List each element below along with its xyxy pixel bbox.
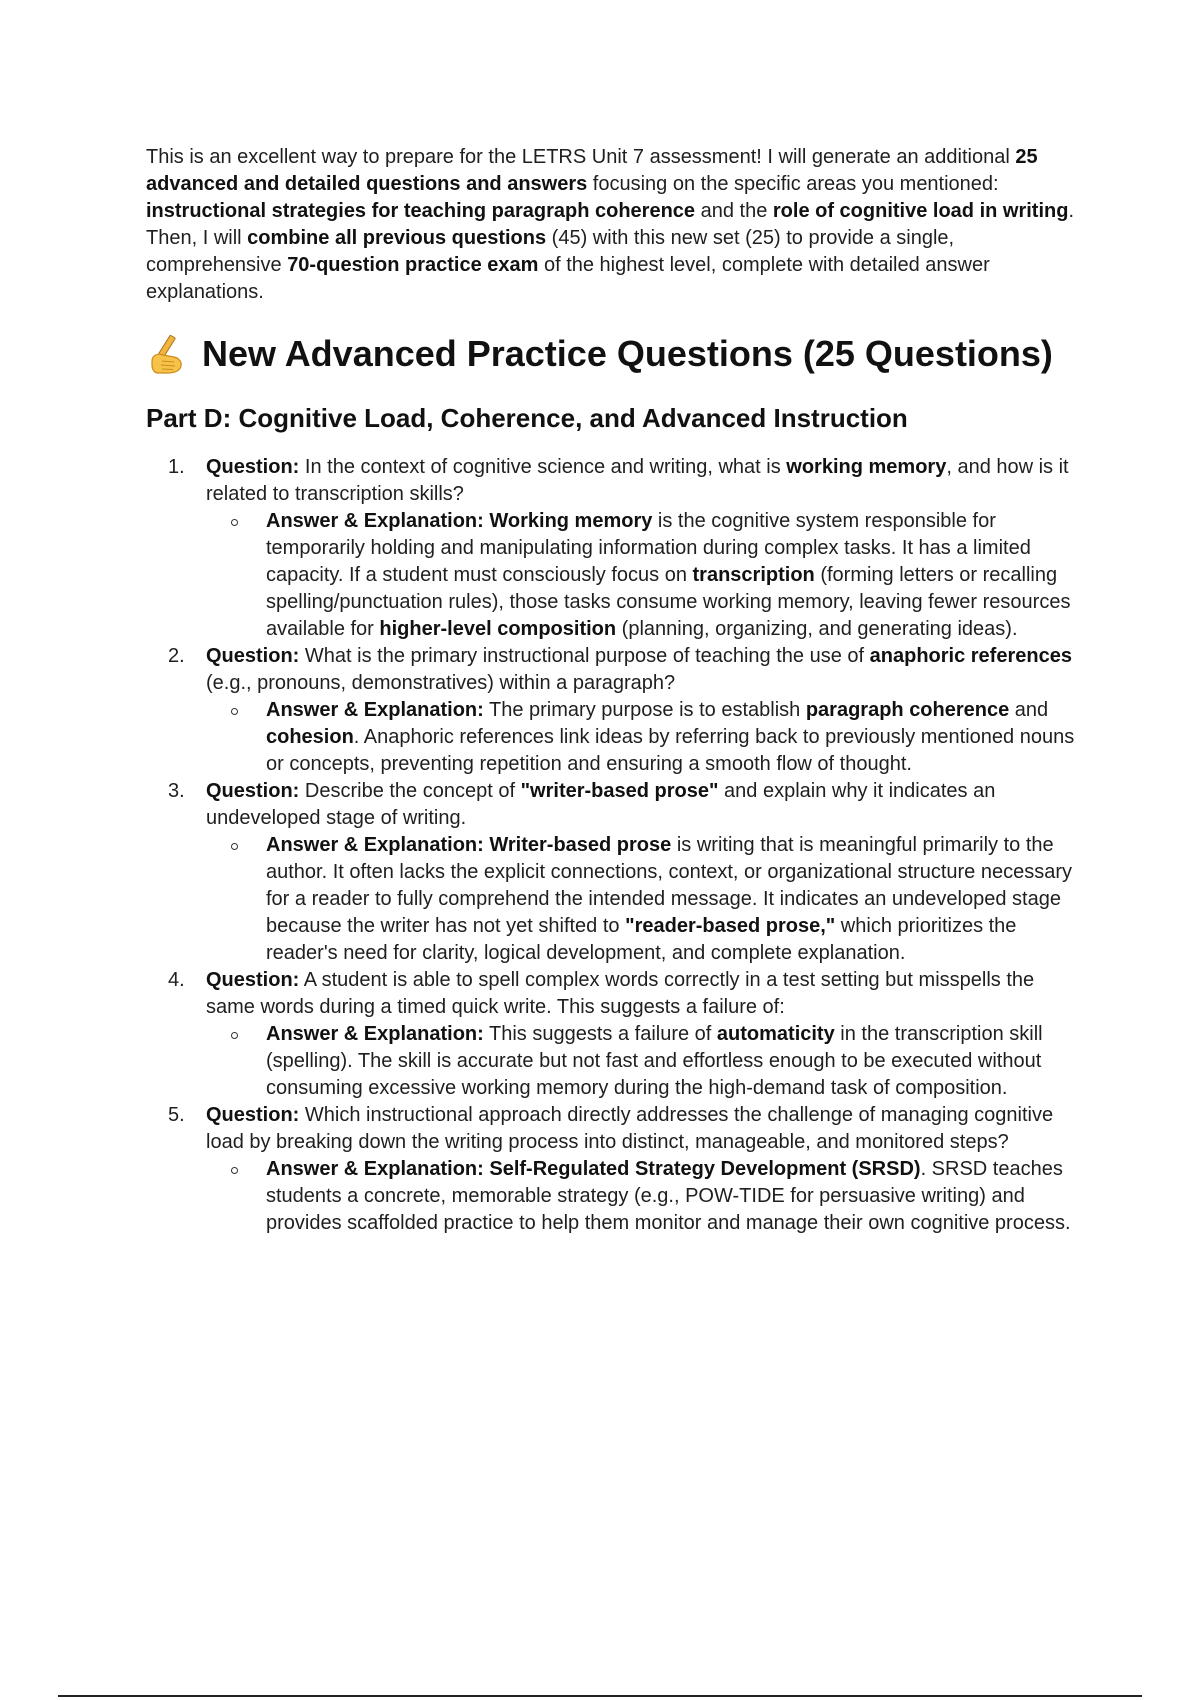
bold-text: Question:: [206, 969, 300, 991]
bold-text: Question:: [206, 456, 300, 478]
answer-list: [206, 697, 1086, 778]
question-number: 3.: [168, 780, 185, 802]
bold-text: paragraph coherence: [805, 699, 1010, 721]
text-run: This suggests a failure of: [483, 1023, 717, 1045]
hollow-bullet-icon: [231, 519, 238, 526]
bold-text: Answer & Explanation:: [266, 699, 484, 721]
intro-section: [146, 144, 1086, 306]
text-run: What is the primary instructional purpose of teaching the use of: [299, 645, 870, 667]
part-title: Part D: Cognitive Load, Coherence, and Advanced Instruction: [146, 403, 908, 433]
text-run: A student is able to spell complex words correctly in a test setting but misspells the same words during a timed quick write. This suggests a failure of:: [206, 969, 1035, 1018]
question-number: 1.: [168, 456, 185, 478]
text-run: . SRSD teaches students a concrete, memorable strategy (e.g., POW-TIDE for persuasive writing) and provides scaffolded practice to help them monitor and manage their own cognitive process.: [266, 1158, 1071, 1234]
answer-item: [206, 1156, 1086, 1237]
question-number: 4.: [168, 969, 185, 991]
answer-text: [266, 1156, 1086, 1237]
text-run: in the transcription skill (spelling). The skill is accurate but not fast and effortless enough to be executed without consuming excessive working memory during the high-demand task of composition.: [266, 1023, 1043, 1099]
bold-text: Question:: [206, 1104, 300, 1126]
hollow-bullet-icon: [231, 843, 238, 850]
section-heading: [146, 332, 1086, 376]
answer-list: [206, 508, 1086, 643]
question-item: [146, 454, 1086, 643]
text-run: .: [1068, 200, 1075, 222]
text-run: (forming letters or recalling spelling/punctuation rules), those tasks consume working memory, leaving fewer resources available for: [266, 564, 1071, 640]
bold-text: anaphoric references: [869, 645, 1072, 667]
text-run: In the context of cognitive science and writing, what is: [299, 456, 787, 478]
bold-text: instructional strategies for teaching paragraph coherence: [146, 200, 696, 222]
text-run: is writing that is meaningful primarily to the author. It often lacks the explicit connections, context, or organizational structure necessary for a reader to fully comprehend the intended message. It indicates an undeveloped stage because the writer has not yet shifted to: [266, 834, 1072, 937]
answer-item: [206, 1021, 1086, 1102]
bold-text: Answer & Explanation: Self-Regulated Strategy Development (SRSD): [266, 1158, 921, 1180]
bold-text: role of cognitive load in writing: [772, 200, 1069, 222]
intro-paragraph-1: [146, 144, 1086, 225]
text-run: The primary purpose is to establish: [483, 699, 806, 721]
intro-paragraph-2: [146, 225, 1086, 306]
question-item: [146, 778, 1086, 967]
answer-list: [206, 1156, 1086, 1237]
text-run: and the: [695, 200, 773, 222]
text-run: (planning, organizing, and generating ideas).: [616, 618, 1018, 640]
answer-text: [266, 832, 1086, 967]
page-bottom-rule: [58, 1695, 1142, 1697]
answer-item: [206, 697, 1086, 778]
bold-text: higher-level composition: [379, 618, 617, 640]
question-text: [206, 1102, 1086, 1156]
text-run: (45) with this new set (25) to provide a single, comprehensive: [146, 227, 955, 276]
bold-text: "reader-based prose,": [625, 915, 836, 937]
hollow-bullet-icon: [231, 1032, 238, 1039]
bold-text: automaticity: [716, 1023, 835, 1045]
text-run: . Anaphoric references link ideas by referring back to previously mentioned nouns or concepts, preventing repetition and ensuring a smooth flow of thought.: [266, 726, 1075, 775]
text-run: Then, I will: [146, 227, 248, 249]
text-run: , and how is it related to transcription skills?: [206, 456, 1069, 505]
question-item: [146, 643, 1086, 778]
writing-hand-icon: [146, 333, 188, 375]
question-item: [146, 967, 1086, 1102]
section-heading-text: New Advanced Practice Questions (25 Questions): [202, 333, 1053, 374]
text-run: Which instructional approach directly addresses the challenge of managing cognitive load by breaking down the writing process into distinct, manageable, and monitored steps?: [206, 1104, 1054, 1153]
bold-text: 25 advanced and detailed questions and answers: [146, 146, 1038, 195]
bold-text: Answer & Explanation:: [266, 1023, 484, 1045]
question-item: [146, 1102, 1086, 1237]
question-text: [206, 643, 1086, 697]
questions-list: [146, 454, 1086, 1237]
bold-text: working memory: [786, 456, 947, 478]
question-number: 2.: [168, 645, 185, 667]
bold-text: Question:: [206, 645, 300, 667]
text-run: of the highest level, complete with detailed answer explanations.: [146, 254, 990, 303]
bold-text: Answer & Explanation: Working memory: [266, 510, 653, 532]
text-run: and explain why it indicates an undeveloped stage of writing.: [206, 780, 996, 829]
document-page: [146, 144, 1086, 1237]
bold-text: combine all previous questions: [247, 227, 547, 249]
text-run: (e.g., pronouns, demonstratives) within a paragraph?: [206, 672, 676, 694]
answer-item: [206, 832, 1086, 967]
text-run: and: [1009, 699, 1049, 721]
answer-text: [266, 697, 1086, 778]
text-run: focusing on the specific areas you mentioned:: [587, 173, 999, 195]
text-run: Describe the concept of: [299, 780, 521, 802]
hollow-bullet-icon: [231, 708, 238, 715]
answer-list: [206, 1021, 1086, 1102]
text-run: which prioritizes the reader's need for clarity, logical development, and complete explanation.: [266, 915, 1017, 964]
bold-text: Answer & Explanation: Writer-based prose: [266, 834, 672, 856]
bold-text: transcription: [692, 564, 815, 586]
bold-text: cohesion: [266, 726, 354, 748]
hollow-bullet-icon: [231, 1167, 238, 1174]
bold-text: "writer-based prose": [520, 780, 719, 802]
question-text: [206, 967, 1086, 1021]
text-run: is the cognitive system responsible for temporarily holding and manipulating information during complex tasks. It has a limited capacity. If a student must consciously focus on: [266, 510, 1031, 586]
question-text: [206, 454, 1086, 508]
question-number: 5.: [168, 1104, 185, 1126]
answer-list: [206, 832, 1086, 967]
answer-text: [266, 508, 1086, 643]
answer-item: [206, 508, 1086, 643]
bold-text: 70-question practice exam: [287, 254, 539, 276]
question-text: [206, 778, 1086, 832]
text-run: This is an excellent way to prepare for the LETRS Unit 7 assessment! I will generate an additional: [146, 146, 1016, 168]
bold-text: Question:: [206, 780, 300, 802]
answer-text: [266, 1021, 1086, 1102]
